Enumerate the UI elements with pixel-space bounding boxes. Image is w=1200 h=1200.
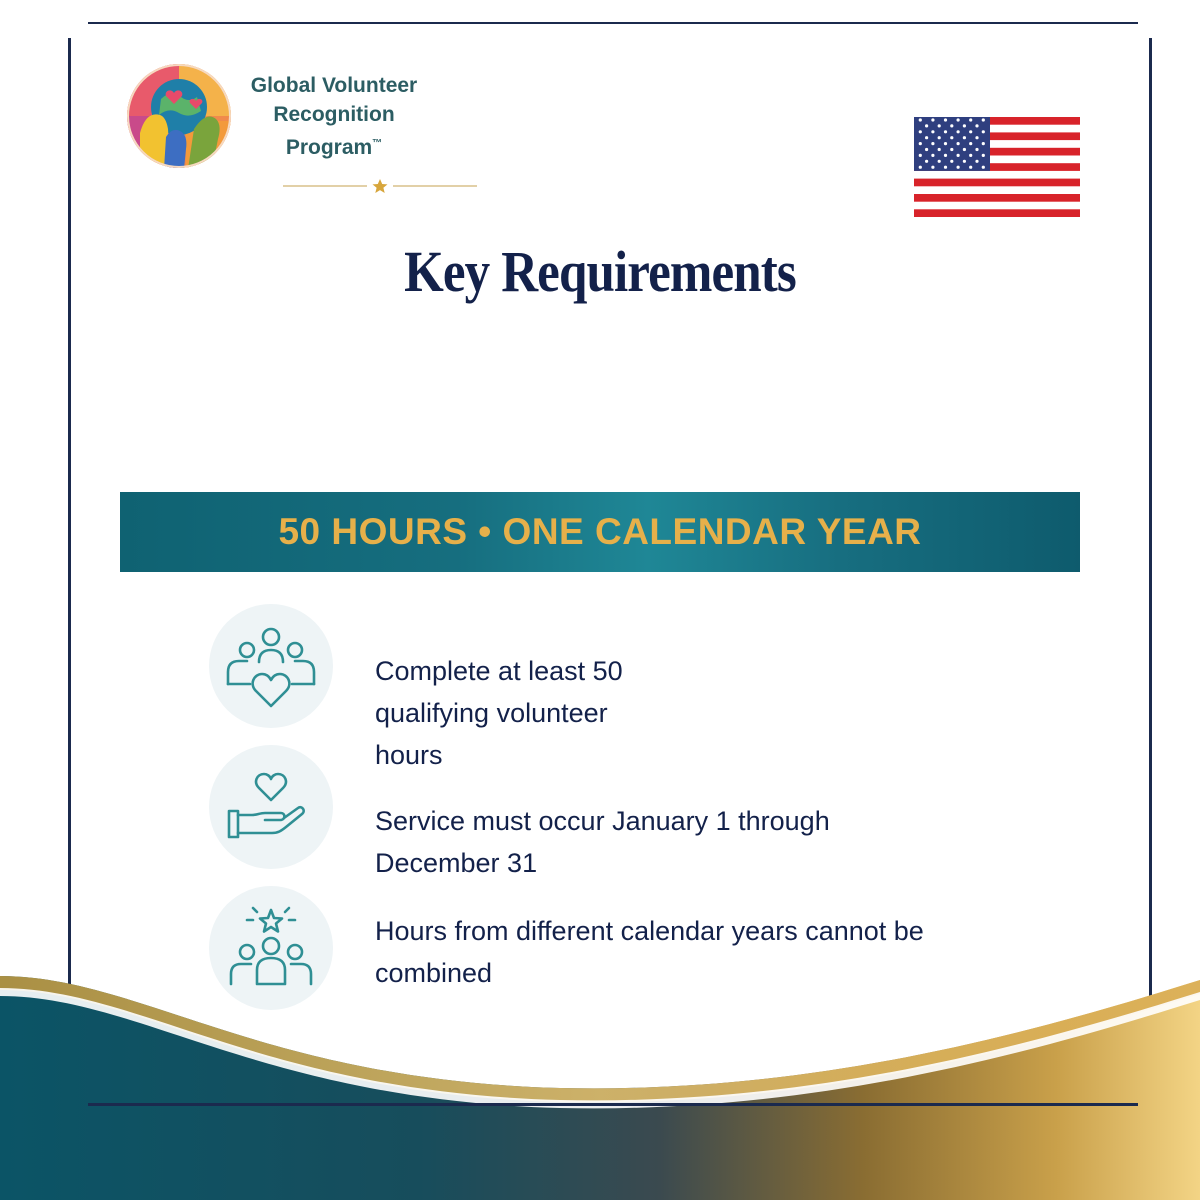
flag-star	[957, 166, 960, 169]
flag-star	[969, 142, 972, 145]
program-name	[236, 71, 432, 162]
flag-star	[982, 130, 985, 133]
flag-star	[925, 136, 928, 139]
flag-star	[938, 160, 941, 163]
flag-star	[957, 142, 960, 145]
flag-star	[919, 130, 922, 133]
left-border-line	[68, 38, 71, 998]
program-name-line-2: Recognition	[273, 103, 395, 126]
flag-star	[944, 154, 947, 157]
flag-star	[925, 124, 928, 127]
flag-star	[969, 166, 972, 169]
flag-star	[982, 154, 985, 157]
requirement-3-text: Hours from different calendar years cannot be combined	[375, 916, 924, 988]
flag-star	[975, 160, 978, 163]
flag-star	[975, 124, 978, 127]
page-title: Key Requirements	[404, 239, 796, 304]
flag-star	[919, 142, 922, 145]
decorative-wave	[0, 960, 1200, 1200]
banner-text: 50 HOURS • ONE CALENDAR YEAR	[278, 511, 922, 552]
flag-star	[969, 118, 972, 121]
flag-star	[982, 118, 985, 121]
flag-star	[950, 160, 953, 163]
flag-star	[944, 130, 947, 133]
flag-star	[944, 166, 947, 169]
flag-star	[931, 154, 934, 157]
flag-star	[944, 142, 947, 145]
flag-star	[963, 148, 966, 151]
flag-star	[931, 130, 934, 133]
program-name-line-1: Global Volunteer	[250, 74, 418, 97]
flag-star	[963, 136, 966, 139]
flag-star	[982, 142, 985, 145]
flag-star	[919, 166, 922, 169]
flag-star	[938, 136, 941, 139]
flag-star	[950, 136, 953, 139]
flag-star	[931, 118, 934, 121]
requirement-1-text: Complete at least 50 qualifying volunteer hours	[375, 656, 623, 770]
flag-star	[938, 124, 941, 127]
us-flag-icon	[914, 117, 1080, 217]
program-name-line-3-text: Program	[285, 136, 373, 159]
flag-star	[957, 130, 960, 133]
requirement-2-text: Service must occur January 1 through December 31	[375, 806, 830, 878]
flag-star	[950, 124, 953, 127]
program-name-line-3	[236, 129, 432, 162]
group-heart-icon	[209, 604, 333, 728]
flag-star	[963, 160, 966, 163]
flag-star	[969, 154, 972, 157]
flag-star	[944, 118, 947, 121]
flag-star	[950, 148, 953, 151]
flag-star	[938, 148, 941, 151]
top-border-line	[88, 22, 1138, 24]
requirement-banner	[120, 492, 1080, 572]
flag-star	[931, 142, 934, 145]
flag-star	[925, 148, 928, 151]
flag-star	[925, 160, 928, 163]
flag-star	[982, 166, 985, 169]
right-border-line	[1149, 38, 1152, 998]
star-divider	[283, 176, 477, 196]
flag-star	[919, 118, 922, 121]
flag-star	[931, 166, 934, 169]
flag-star	[957, 118, 960, 121]
trademark-symbol: ™	[372, 138, 383, 149]
flag-star	[975, 136, 978, 139]
flag-star	[957, 154, 960, 157]
hand-heart-icon	[209, 745, 333, 869]
flag-star	[919, 154, 922, 157]
globe-hands-hearts-logo-icon	[126, 63, 232, 169]
bottom-border-line	[88, 1103, 1138, 1106]
flag-star	[975, 148, 978, 151]
flag-star	[969, 130, 972, 133]
star-icon	[373, 179, 388, 193]
flag-star	[963, 124, 966, 127]
